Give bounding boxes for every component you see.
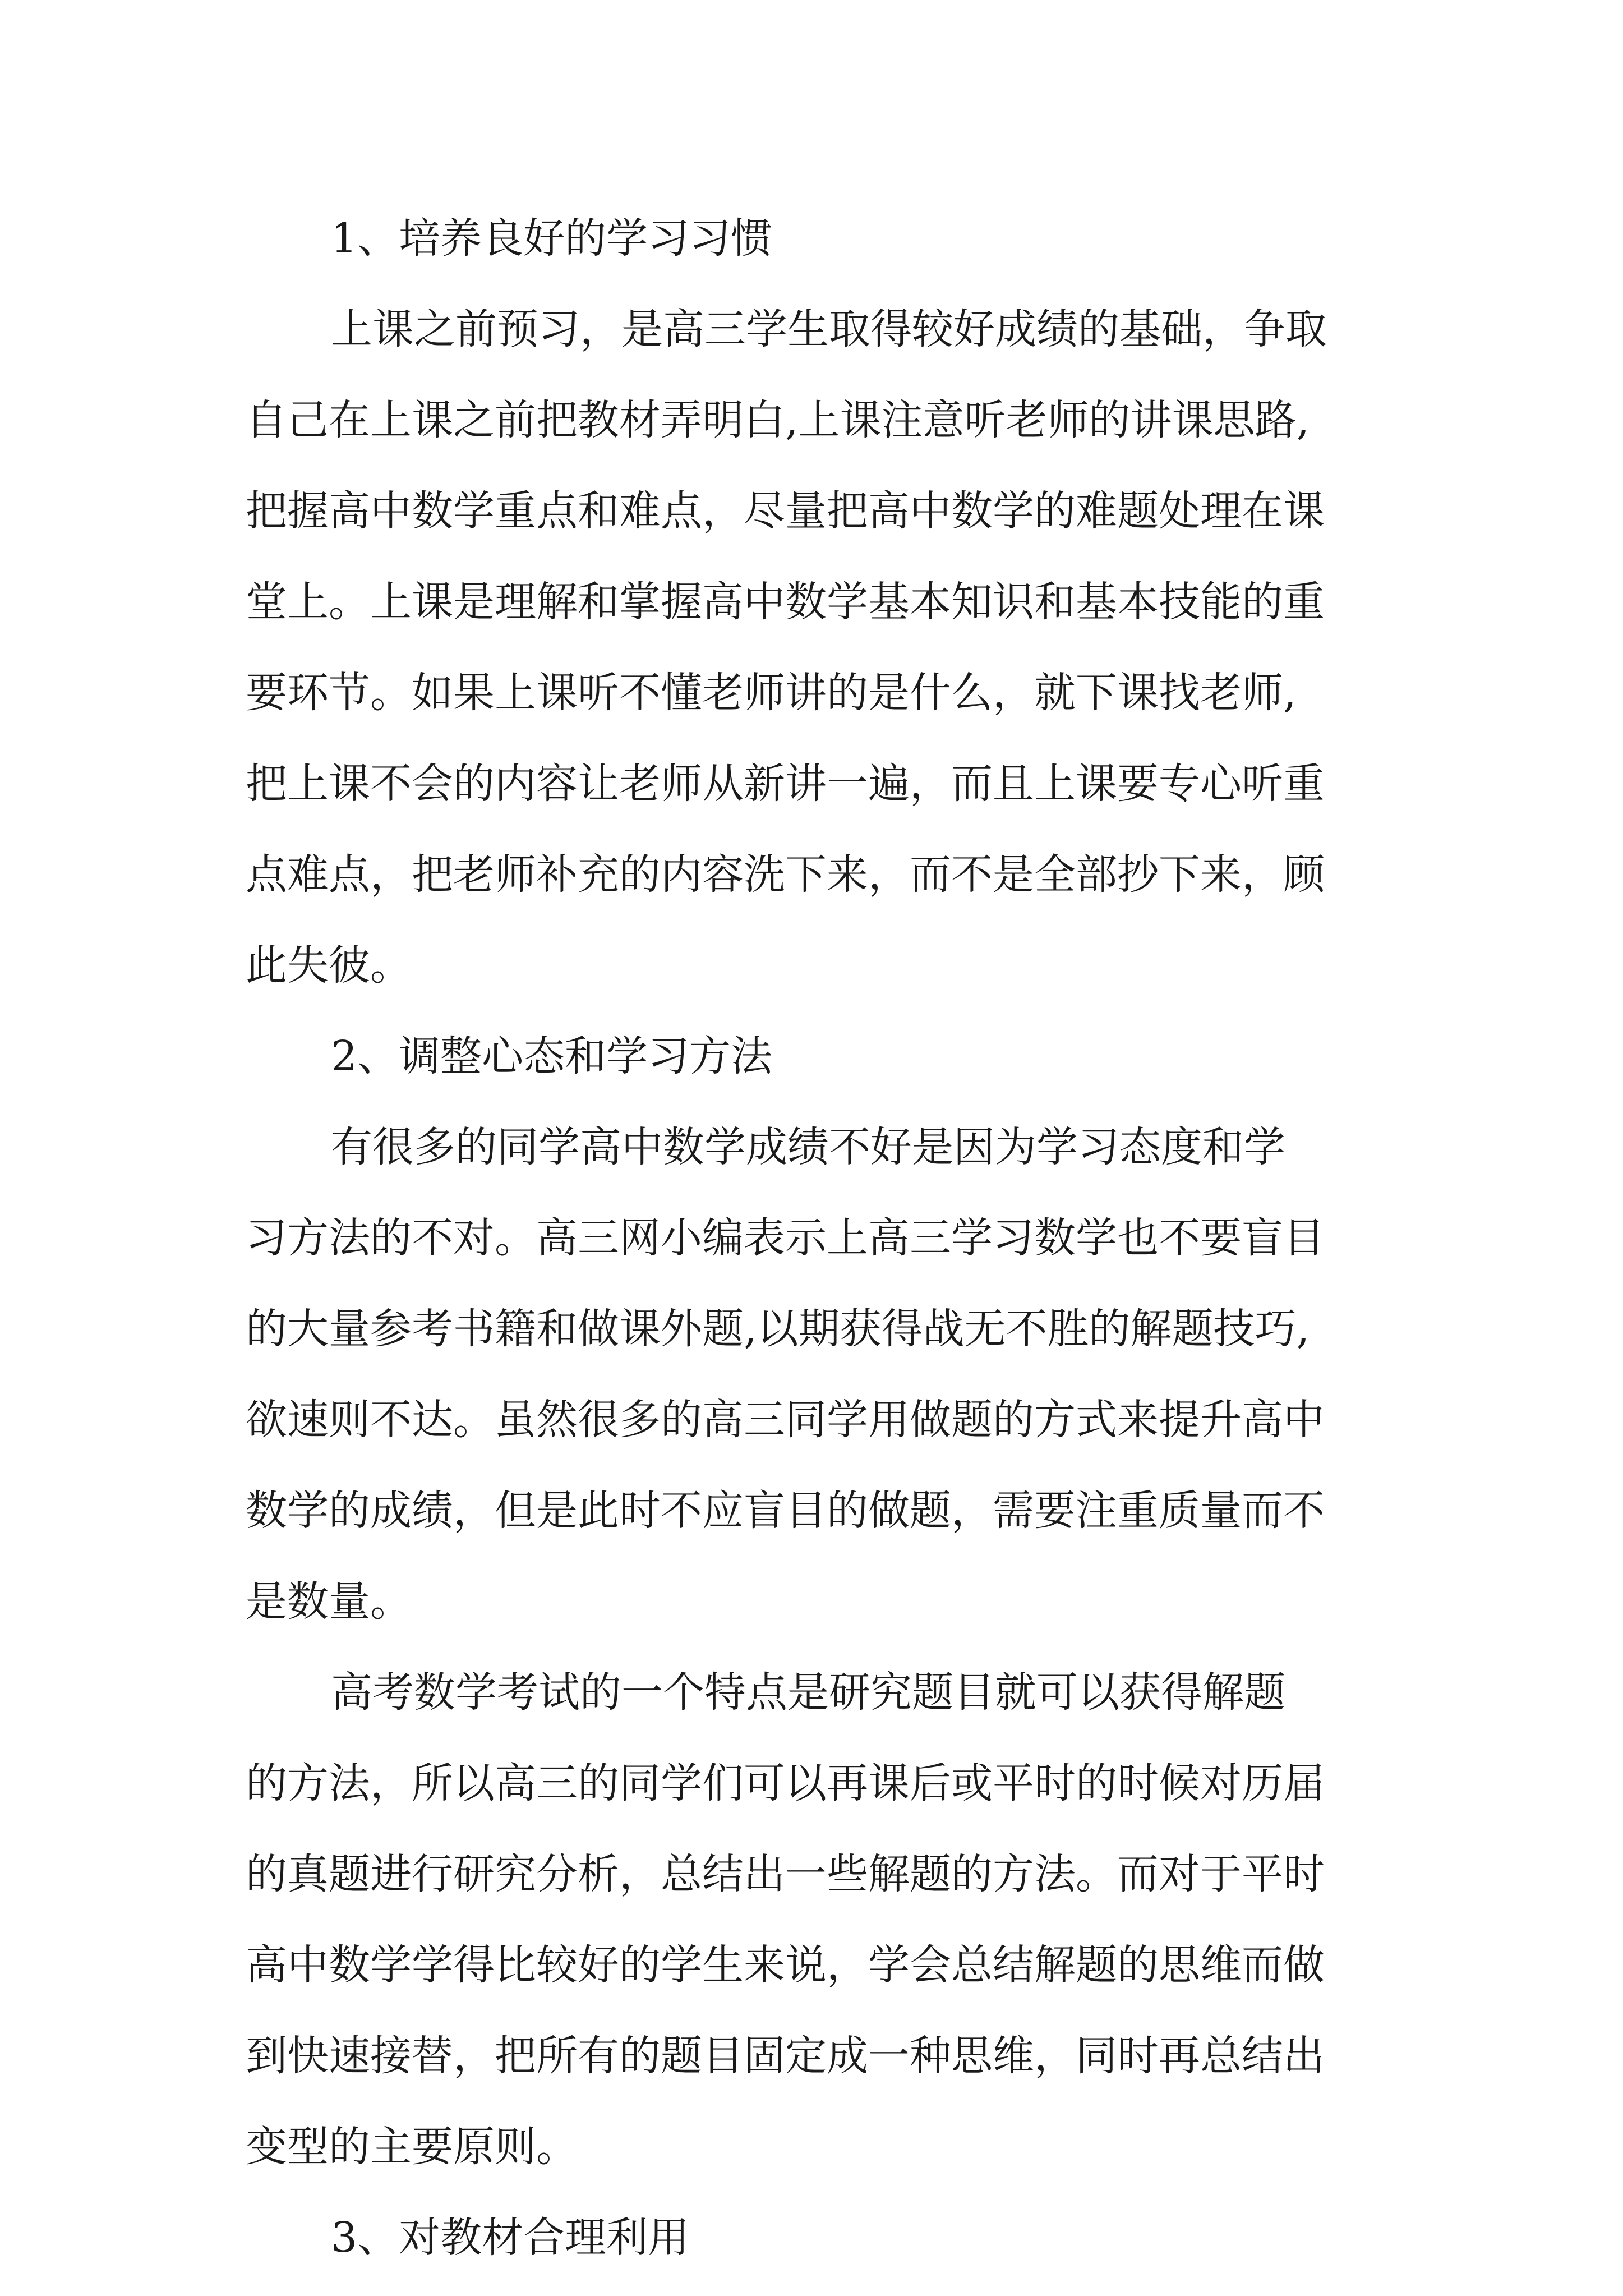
paragraph-1-line-2: 自己在上课之前把教材弄明白,上课注意听老师的讲课思路,	[246, 396, 1310, 444]
paragraph-3-line-4: 高中数学学得比较好的学生来说，学会总结解题的思维而做	[246, 1941, 1325, 1989]
paragraph-2-line-3: 的大量参考书籍和做课外题,以期获得战无不胜的解题技巧,	[246, 1305, 1310, 1353]
paragraph-3-line-5: 到快速接替，把所有的题目固定成一种思维，同时再总结出	[246, 2032, 1325, 2080]
heading-2: 2、调整心态和学习方法	[331, 1032, 773, 1080]
paragraph-1-line-5: 要环节。如果上课听不懂老师讲的是什么，就下课找老师,	[246, 669, 1297, 717]
paragraph-2-line-4: 欲速则不达。虽然很多的高三同学用做题的方式来提升高中	[246, 1396, 1325, 1444]
paragraph-2-line-6: 是数量。	[246, 1577, 412, 1626]
paragraph-1-line-6: 把上课不会的内容让老师从新讲一遍，而且上课要专心听重	[246, 760, 1325, 808]
paragraph-2-line-5: 数学的成绩，但是此时不应盲目的做题，需要注重质量而不	[246, 1487, 1325, 1535]
paragraph-2-line-2: 习方法的不对。高三网小编表示上高三学习数学也不要盲目	[246, 1214, 1325, 1262]
paragraph-3-line-6: 变型的主要原则。	[246, 2123, 578, 2171]
heading-3: 3、对教材合理利用	[331, 2214, 690, 2262]
paragraph-2-line-1: 有很多的同学高中数学成绩不好是因为学习态度和学	[331, 1123, 1285, 1171]
paragraph-1-line-8: 此失彼。	[246, 941, 412, 990]
paragraph-1-line-7: 点难点，把老师补充的内容洗下来，而不是全部抄下来，顾	[246, 850, 1325, 899]
paragraph-1-line-4: 堂上。上课是理解和掌握高中数学基本知识和基本技能的重	[246, 578, 1325, 626]
paragraph-1-line-3: 把握高中数学重点和难点，尽量把高中数学的难题处理在课	[246, 487, 1325, 535]
paragraph-3-line-1: 高考数学考试的一个特点是研究题目就可以获得解题	[331, 1668, 1285, 1717]
paragraph-3-line-3: 的真题进行研究分析，总结出一些解题的方法。而对于平时	[246, 1850, 1325, 1898]
paragraph-3-line-2: 的方法，所以高三的同学们可以再课后或平时的时候对历届	[246, 1759, 1325, 1807]
paragraph-1-line-1: 上课之前预习，是高三学生取得较好成绩的基础，争取	[331, 305, 1327, 353]
heading-1: 1、培养良好的学习习惯	[331, 214, 773, 263]
